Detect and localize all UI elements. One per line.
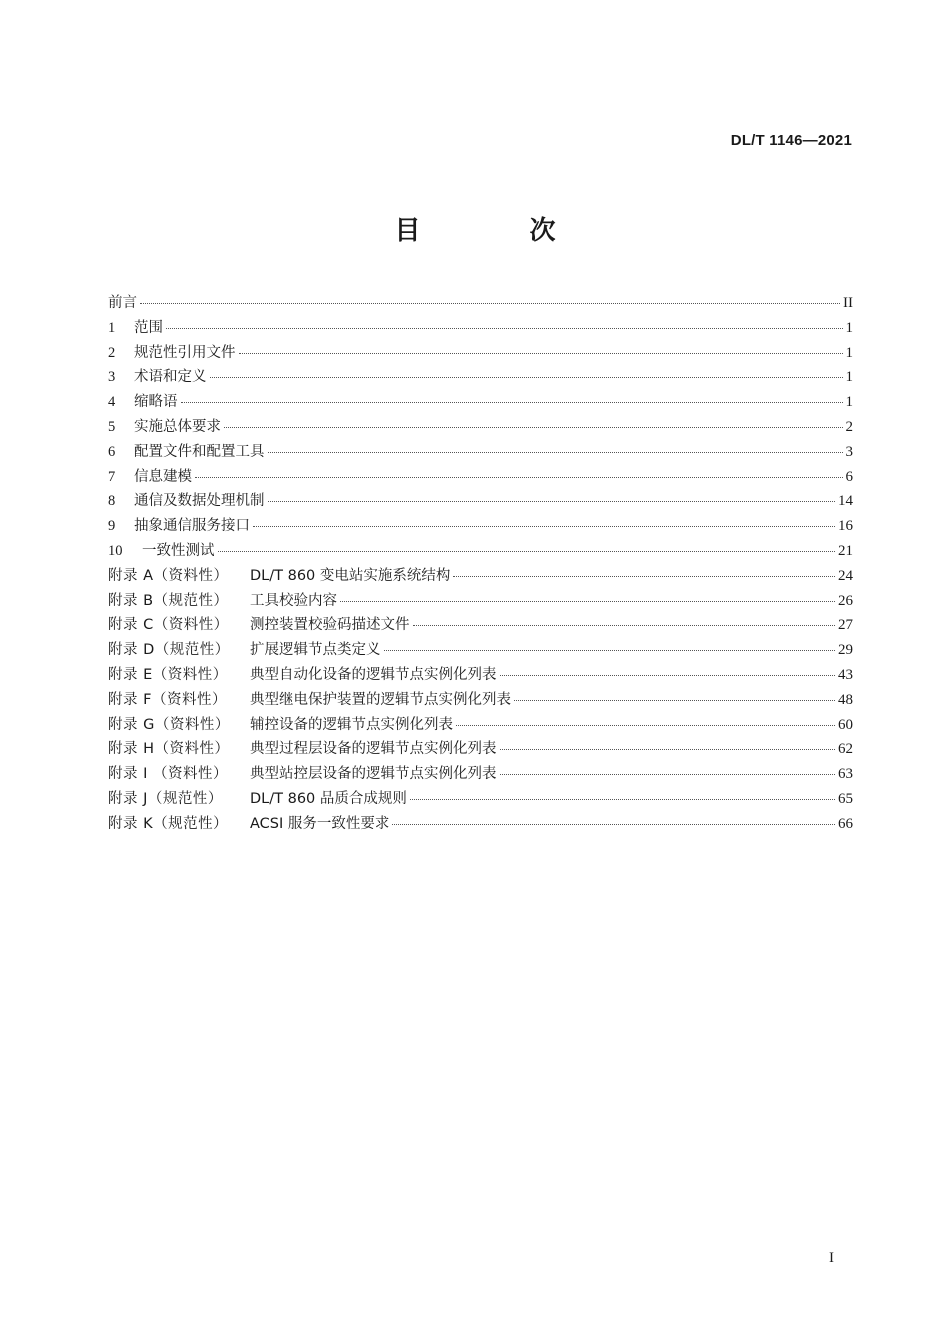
toc-entry[interactable] — [108, 489, 853, 514]
toc-entry-number: 9 — [108, 518, 116, 535]
toc-entry-label: 辅控设备的逻辑节点实例化列表 — [250, 716, 453, 733]
toc-entry[interactable] — [108, 762, 853, 787]
toc-entry[interactable] — [108, 465, 853, 490]
toc-entry[interactable] — [108, 663, 853, 688]
toc-entry-number: 附录 E（资料性） — [108, 666, 228, 683]
toc-entry-number: 7 — [108, 468, 116, 485]
toc-dot-leader — [140, 303, 840, 304]
toc-entry-label: ACSI 服务一致性要求 — [250, 815, 390, 832]
toc-entry[interactable] — [108, 564, 853, 589]
toc-entry-label: 范围 — [134, 319, 163, 336]
toc-entry-number: 附录 G（资料性） — [108, 716, 230, 733]
toc-entry-label: 信息建模 — [134, 468, 192, 485]
toc-dot-leader — [500, 749, 836, 750]
toc-dot-leader — [514, 700, 835, 701]
toc-entry-page: 1 — [845, 344, 853, 361]
toc-entry-number: 附录 J（规范性） — [108, 790, 223, 807]
toc-entry-page: 48 — [838, 691, 853, 708]
toc-entry-page: 63 — [838, 766, 853, 783]
toc-entry-page: 1 — [845, 394, 853, 411]
toc-entry-page: 26 — [838, 592, 853, 609]
toc-entry-label: 通信及数据处理机制 — [134, 493, 265, 510]
toc-entry[interactable] — [108, 787, 853, 812]
toc-entry-label: 扩展逻辑节点类定义 — [250, 642, 381, 659]
toc-entry-page: 6 — [845, 468, 853, 485]
toc-dot-leader — [181, 402, 843, 403]
toc-entry-label: 一致性测试 — [142, 542, 215, 559]
toc-entry[interactable] — [108, 316, 853, 341]
toc-dot-leader — [218, 551, 836, 552]
toc-entry-label: 配置文件和配置工具 — [134, 443, 265, 460]
toc-entry[interactable] — [108, 638, 853, 663]
toc-dot-leader — [224, 427, 843, 428]
toc-dot-leader — [195, 477, 843, 478]
toc-entry[interactable] — [108, 539, 853, 564]
toc-entry-number: 附录 I （资料性） — [108, 766, 228, 783]
table-of-contents — [108, 291, 853, 837]
toc-entry[interactable] — [108, 440, 853, 465]
toc-entry[interactable] — [108, 589, 853, 614]
toc-entry-number: 附录 F（资料性） — [108, 691, 227, 708]
toc-entry-page: 16 — [838, 518, 853, 535]
toc-entry-label: 工具校验内容 — [250, 592, 337, 609]
toc-entry[interactable] — [108, 415, 853, 440]
toc-dot-leader — [500, 774, 836, 775]
toc-entry-page: 2 — [845, 418, 853, 435]
toc-entry-number: 4 — [108, 394, 116, 411]
toc-entry-label: 术语和定义 — [134, 369, 207, 386]
toc-entry[interactable] — [108, 812, 853, 837]
toc-entry-page: 27 — [838, 617, 853, 634]
toc-entry-page: 14 — [838, 493, 853, 510]
toc-entry-number: 附录 K（规范性） — [108, 815, 229, 832]
toc-entry-page: 24 — [838, 567, 853, 584]
toc-dot-leader — [384, 650, 836, 651]
toc-entry-page: 65 — [838, 790, 853, 807]
toc-entry-number: 2 — [108, 344, 116, 361]
toc-entry-number: 6 — [108, 443, 116, 460]
toc-entry-label: 测控装置校验码描述文件 — [250, 617, 410, 634]
toc-entry-label: 典型自动化设备的逻辑节点实例化列表 — [250, 666, 497, 683]
toc-entry-label: 前言 — [108, 295, 137, 311]
toc-dot-leader — [392, 824, 835, 825]
toc-entry[interactable] — [108, 291, 853, 316]
toc-entry-label: 缩略语 — [134, 394, 178, 411]
toc-dot-leader — [413, 625, 836, 626]
toc-entry-page: II — [843, 295, 853, 311]
toc-entry-label: 实施总体要求 — [134, 418, 221, 435]
toc-entry-page: 1 — [845, 369, 853, 386]
page-number: I — [829, 1250, 834, 1266]
toc-entry-number: 10 — [108, 542, 123, 559]
toc-entry-number: 附录 C（资料性） — [108, 617, 229, 634]
toc-dot-leader — [340, 601, 835, 602]
toc-dot-leader — [166, 328, 843, 329]
toc-entry-page: 60 — [838, 716, 853, 733]
toc-entry-label: DL/T 860 变电站实施系统结构 — [250, 567, 451, 584]
toc-entry[interactable] — [108, 341, 853, 366]
toc-entry-number: 附录 A（资料性） — [108, 567, 229, 584]
toc-entry-page: 43 — [838, 666, 853, 683]
toc-entry-page: 3 — [845, 443, 853, 460]
toc-entry-number: 8 — [108, 493, 116, 510]
toc-entry-page: 66 — [838, 815, 853, 832]
toc-dot-leader — [268, 501, 836, 502]
document-code: DL/T 1146—2021 — [730, 132, 852, 149]
toc-entry-page: 21 — [838, 542, 853, 559]
toc-entry-label: 规范性引用文件 — [134, 344, 236, 361]
toc-entry[interactable] — [108, 713, 853, 738]
toc-entry-label: 典型站控层设备的逻辑节点实例化列表 — [250, 766, 497, 783]
toc-dot-leader — [253, 526, 835, 527]
toc-dot-leader — [500, 675, 836, 676]
toc-entry-label: DL/T 860 品质合成规则 — [250, 790, 407, 807]
toc-dot-leader — [410, 799, 835, 800]
toc-entry-number: 附录 B（规范性） — [108, 592, 229, 609]
toc-entry-number: 附录 H（资料性） — [108, 741, 230, 758]
toc-entry-page: 1 — [845, 319, 853, 336]
toc-dot-leader — [453, 576, 835, 577]
toc-entry[interactable] — [108, 613, 853, 638]
toc-entry-number: 1 — [108, 319, 116, 336]
toc-entry[interactable] — [108, 688, 853, 713]
toc-entry[interactable] — [108, 365, 853, 390]
toc-entry-number: 3 — [108, 369, 116, 386]
toc-entry-label: 抽象通信服务接口 — [134, 518, 250, 535]
toc-dot-leader — [268, 452, 843, 453]
toc-entry-page: 29 — [838, 642, 853, 659]
toc-dot-leader — [456, 725, 835, 726]
toc-entry-label: 典型继电保护装置的逻辑节点实例化列表 — [250, 691, 511, 708]
toc-entry-label: 典型过程层设备的逻辑节点实例化列表 — [250, 741, 497, 758]
toc-entry-page: 62 — [838, 741, 853, 758]
toc-entry-number: 5 — [108, 418, 116, 435]
toc-dot-leader — [210, 377, 843, 378]
toc-entry[interactable] — [108, 737, 853, 762]
toc-entry[interactable] — [108, 514, 853, 539]
page-title: 目 次 — [394, 216, 606, 246]
toc-dot-leader — [239, 353, 843, 354]
toc-entry-number: 附录 D（规范性） — [108, 642, 230, 659]
toc-entry[interactable] — [108, 390, 853, 415]
